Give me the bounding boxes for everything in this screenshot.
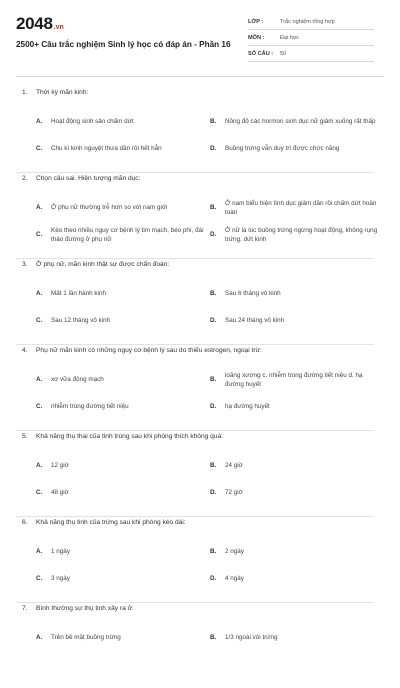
answer-text: Trên bề mặt buồng trứng [51,634,121,642]
question-item [16,345,384,430]
question-text [22,431,384,453]
answer-letter: C. [36,403,43,411]
answer-letter: A. [36,118,43,126]
question-prompt: Chọn câu sai. Hiện tượng mãn dục: [36,175,141,182]
answer-letter: A. [36,548,43,556]
answer-text: Ở phụ nữ thường trễ hơn so với nam giới [51,204,168,212]
question-number: 5. [22,433,28,440]
brand [16,14,231,49]
question-text [22,603,384,625]
question-text [22,259,384,281]
answer-text: Ở nữ là lúc buồng trứng ngừng hoạt động, không rụng trứng, dứt kinh [225,226,378,243]
question-prompt: Thời kỳ mãn kinh: [36,89,89,96]
answer-letter: B. [210,118,217,126]
answer-text: 4 ngày [225,575,244,583]
question-item [16,87,384,172]
meta-value: 50 [280,50,287,57]
answer-option[interactable] [210,109,382,136]
meta-label: MÔN : [248,34,265,41]
question-text [22,87,384,109]
answer-text: Ở nam biểu hiện tình dục giảm dần rồi chấm dứt hoàn toàn [225,199,377,216]
answer-option[interactable] [210,480,382,507]
answer-text: Nồng độ các hormon sinh dục nữ giảm xuống rất thấp [225,118,376,126]
answer-text: 24 giờ [225,462,243,470]
logo-tld-text: .vn [53,24,64,31]
answer-option[interactable] [36,281,208,308]
answer-text: loãng xương c. nhiễm trùng đường tiết niệu d. hạ đường huyết [225,371,363,388]
document-title: 2500+ Câu trắc nghiệm Sinh lý học có đáp án - Phần 16 [16,40,231,49]
answer-text: 1/3 ngoài vòi trứng [225,634,278,642]
question-prompt: Khả năng thụ tinh của trứng sau khi phóng kéo dài: [36,519,186,526]
answer-text: Chu kì kinh nguyệt thưa dần rồi hết hẳn [51,145,162,153]
answer-grid [22,281,384,335]
answer-option[interactable] [210,195,382,222]
question-item [16,603,384,688]
answer-text: Sau 24 tháng vô kinh [225,317,285,325]
meta-value: Đại học [280,34,299,41]
question-item [16,173,384,258]
answer-text: Kéo theo nhiều nguy cơ bệnh lý tim mạch, béo phì, đái tháo đường ở phụ nữ [51,226,204,243]
question-number: 7. [22,605,28,612]
answer-option[interactable] [36,222,208,249]
answer-letter: B. [210,290,217,298]
answer-letter: D. [210,575,217,583]
answer-text: 3 ngày [51,575,70,583]
answer-letter: B. [210,204,217,212]
question-prompt: Ở phụ nữ, mãn kinh thật sự được chẩn đoán: [36,261,170,268]
answer-text: 12 giờ [51,462,69,470]
answer-letter: D. [210,489,217,497]
answer-option[interactable] [210,394,382,421]
answer-letter: A. [36,204,43,212]
answer-letter: B. [210,634,217,642]
answer-option[interactable] [210,136,382,163]
answer-option[interactable] [210,281,382,308]
answer-text: 2 ngày [225,548,244,556]
answer-option[interactable] [36,453,208,480]
answer-letter: D. [210,403,217,411]
answer-letter: B. [210,376,217,384]
answer-letter: C. [36,231,43,239]
question-number: 3. [22,261,28,268]
answer-text: nhiễm trùng đường tiết niệu [51,403,129,411]
answer-option[interactable] [36,539,208,566]
question-text [22,173,384,195]
answer-grid [22,625,384,652]
answer-text: Sau 12 tháng vô kinh [51,317,111,325]
logo-main-text: 2048 [16,14,53,33]
question-list [16,87,384,688]
question-prompt: Khả năng thụ thai của tinh trùng sau khi phóng thích không quá: [36,433,223,440]
answer-text: Hoạt động sinh sản chấm dứt [51,118,134,126]
answer-option[interactable] [210,308,382,335]
answer-letter: A. [36,376,43,384]
answer-letter: B. [210,462,217,470]
meta-label: SỐ CÂU : [248,50,274,57]
question-number: 2. [22,175,28,182]
answer-letter: D. [210,231,217,239]
answer-letter: C. [36,575,43,583]
meta-info [248,14,374,62]
question-item [16,259,384,344]
question-prompt: Phụ nữ mãn kinh có những nguy cơ bệnh lý sau do thiếu estrogen, ngoại trừ: [36,347,262,354]
question-number: 4. [22,347,28,354]
answer-text: Mất 1 lần hành kinh [51,290,106,298]
answer-letter: C. [36,145,43,153]
answer-option[interactable] [36,195,208,222]
header-divider [16,76,384,77]
answer-option[interactable] [210,222,382,249]
meta-row [248,14,374,30]
answer-letter: A. [36,634,43,642]
answer-option[interactable] [210,453,382,480]
answer-text: xơ vữa động mạch [51,376,104,384]
answer-option[interactable] [36,308,208,335]
question-number: 6. [22,519,28,526]
question-prompt: Bình thường sự thụ tinh xảy ra ở: [36,605,134,612]
meta-label: LỚP : [248,18,264,25]
meta-row [248,30,374,46]
answer-letter: A. [36,290,43,298]
answer-letter: C. [36,317,43,325]
answer-text: hạ đường huyết [225,403,270,411]
answer-text: 48 giờ [51,489,69,497]
answer-text: 72 giờ [225,489,243,497]
answer-grid [22,109,384,163]
answer-grid [22,539,384,593]
question-item [16,431,384,516]
meta-value: Trắc nghiệm tổng hợp [280,18,335,25]
answer-option[interactable] [210,566,382,593]
answer-letter: C. [36,489,43,497]
answer-option[interactable] [210,367,382,394]
answer-option[interactable] [36,109,208,136]
site-logo[interactable] [16,14,221,34]
answer-letter: A. [36,462,43,470]
answer-option[interactable] [36,394,208,421]
answer-letter: D. [210,145,217,153]
answer-option[interactable] [36,625,208,652]
answer-option[interactable] [210,539,382,566]
answer-grid [22,453,384,507]
question-text [22,517,384,539]
answer-letter: D. [210,317,217,325]
answer-text: 1 ngày [51,548,70,556]
answer-text: Sau 6 tháng vô kinh [225,290,281,298]
question-text [22,345,384,367]
answer-option[interactable] [36,367,208,394]
answer-option[interactable] [36,480,208,507]
answer-option[interactable] [210,625,382,652]
answer-text: Buồng trứng vẫn duy trì được chức năng [225,145,340,153]
answer-option[interactable] [36,566,208,593]
answer-letter: B. [210,548,217,556]
question-number: 1. [22,89,28,96]
answer-grid [22,367,384,421]
meta-row [248,46,374,62]
question-item [16,517,384,602]
header [16,14,384,76]
answer-option[interactable] [36,136,208,163]
answer-grid [22,195,384,249]
